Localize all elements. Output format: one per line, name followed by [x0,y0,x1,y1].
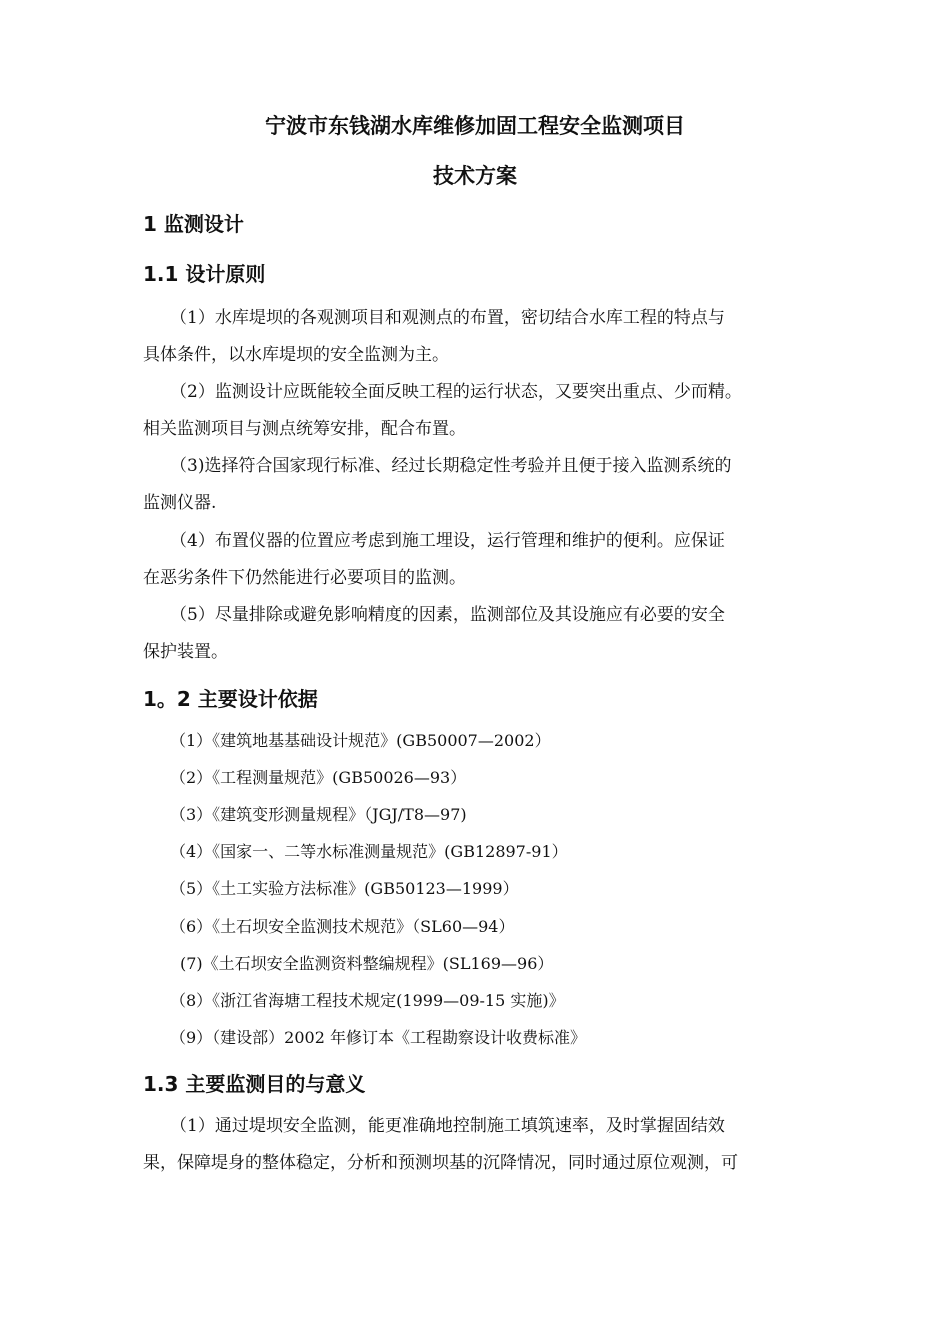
principle-3-line-2: 监测仪器. [143,493,217,513]
section-1-1-heading: 1.1 设计原则 [143,262,266,286]
purpose-1-line-2: 果，保障堤身的整体稳定，分析和预测坝基的沉降情况，同时通过原位观测，可 [143,1153,738,1173]
document-title: 宁波市东钱湖水库维修加固工程安全监测项目 [265,114,685,138]
principle-1-line-1: （1）水库堤坝的各观测项目和观测点的布置，密切结合水库工程的特点与 [170,308,725,328]
reference-item: （8）《浙江省海塘工程技术规定(1999—09-15 实施)》 [170,991,565,1010]
principle-1-line-2: 具体条件，以水库堤坝的安全监测为主。 [143,345,449,365]
section-1-heading: 1 监测设计 [143,212,244,236]
principle-2-line-1: （2）监测设计应既能较全面反映工程的运行状态，又要突出重点、少而精。 [170,382,742,402]
section-1-3-heading: 1.3 主要监测目的与意义 [143,1072,366,1096]
principle-4-line-2: 在恶劣条件下仍然能进行必要项目的监测。 [143,568,466,588]
document-subtitle: 技术方案 [433,164,517,188]
section-1-2-heading: 1。2 主要设计依据 [143,687,318,711]
principle-5-line-1: （5）尽量排除或避免影响精度的因素，监测部位及其设施应有必要的安全 [170,605,725,625]
reference-item: （1）《建筑地基基础设计规范》(GB50007—2002） [170,731,551,750]
reference-item: （4）《国家一、二等水标准测量规范》(GB12897-91） [170,842,568,861]
reference-item: (7)《土石坝安全监测资料整编规程》(SL169—96） [180,954,554,973]
reference-item: （2）《工程测量规范》(GB50026—93） [170,768,467,787]
reference-item: （9）（建设部）2002 年修订本《工程勘察设计收费标准》 [170,1028,586,1047]
principle-2-line-2: 相关监测项目与测点统筹安排，配合布置。 [143,419,466,439]
reference-item: （6）《土石坝安全监测技术规范》（SL60—94） [170,917,515,936]
reference-item: （3）《建筑变形测量规程》（JGJ/T8—97) [170,805,467,824]
principle-4-line-1: （4）布置仪器的位置应考虑到施工埋设，运行管理和维护的便利。应保证 [170,531,725,551]
purpose-1-line-1: （1）通过堤坝安全监测，能更准确地控制施工填筑速率，及时掌握固结效 [170,1116,725,1136]
reference-item: （5）《土工实验方法标准》(GB50123—1999） [170,879,519,898]
principle-5-line-2: 保护装置。 [143,642,228,662]
principle-3-line-1: （3)选择符合国家现行标准、经过长期稳定性考验并且便于接入监测系统的 [170,456,732,476]
